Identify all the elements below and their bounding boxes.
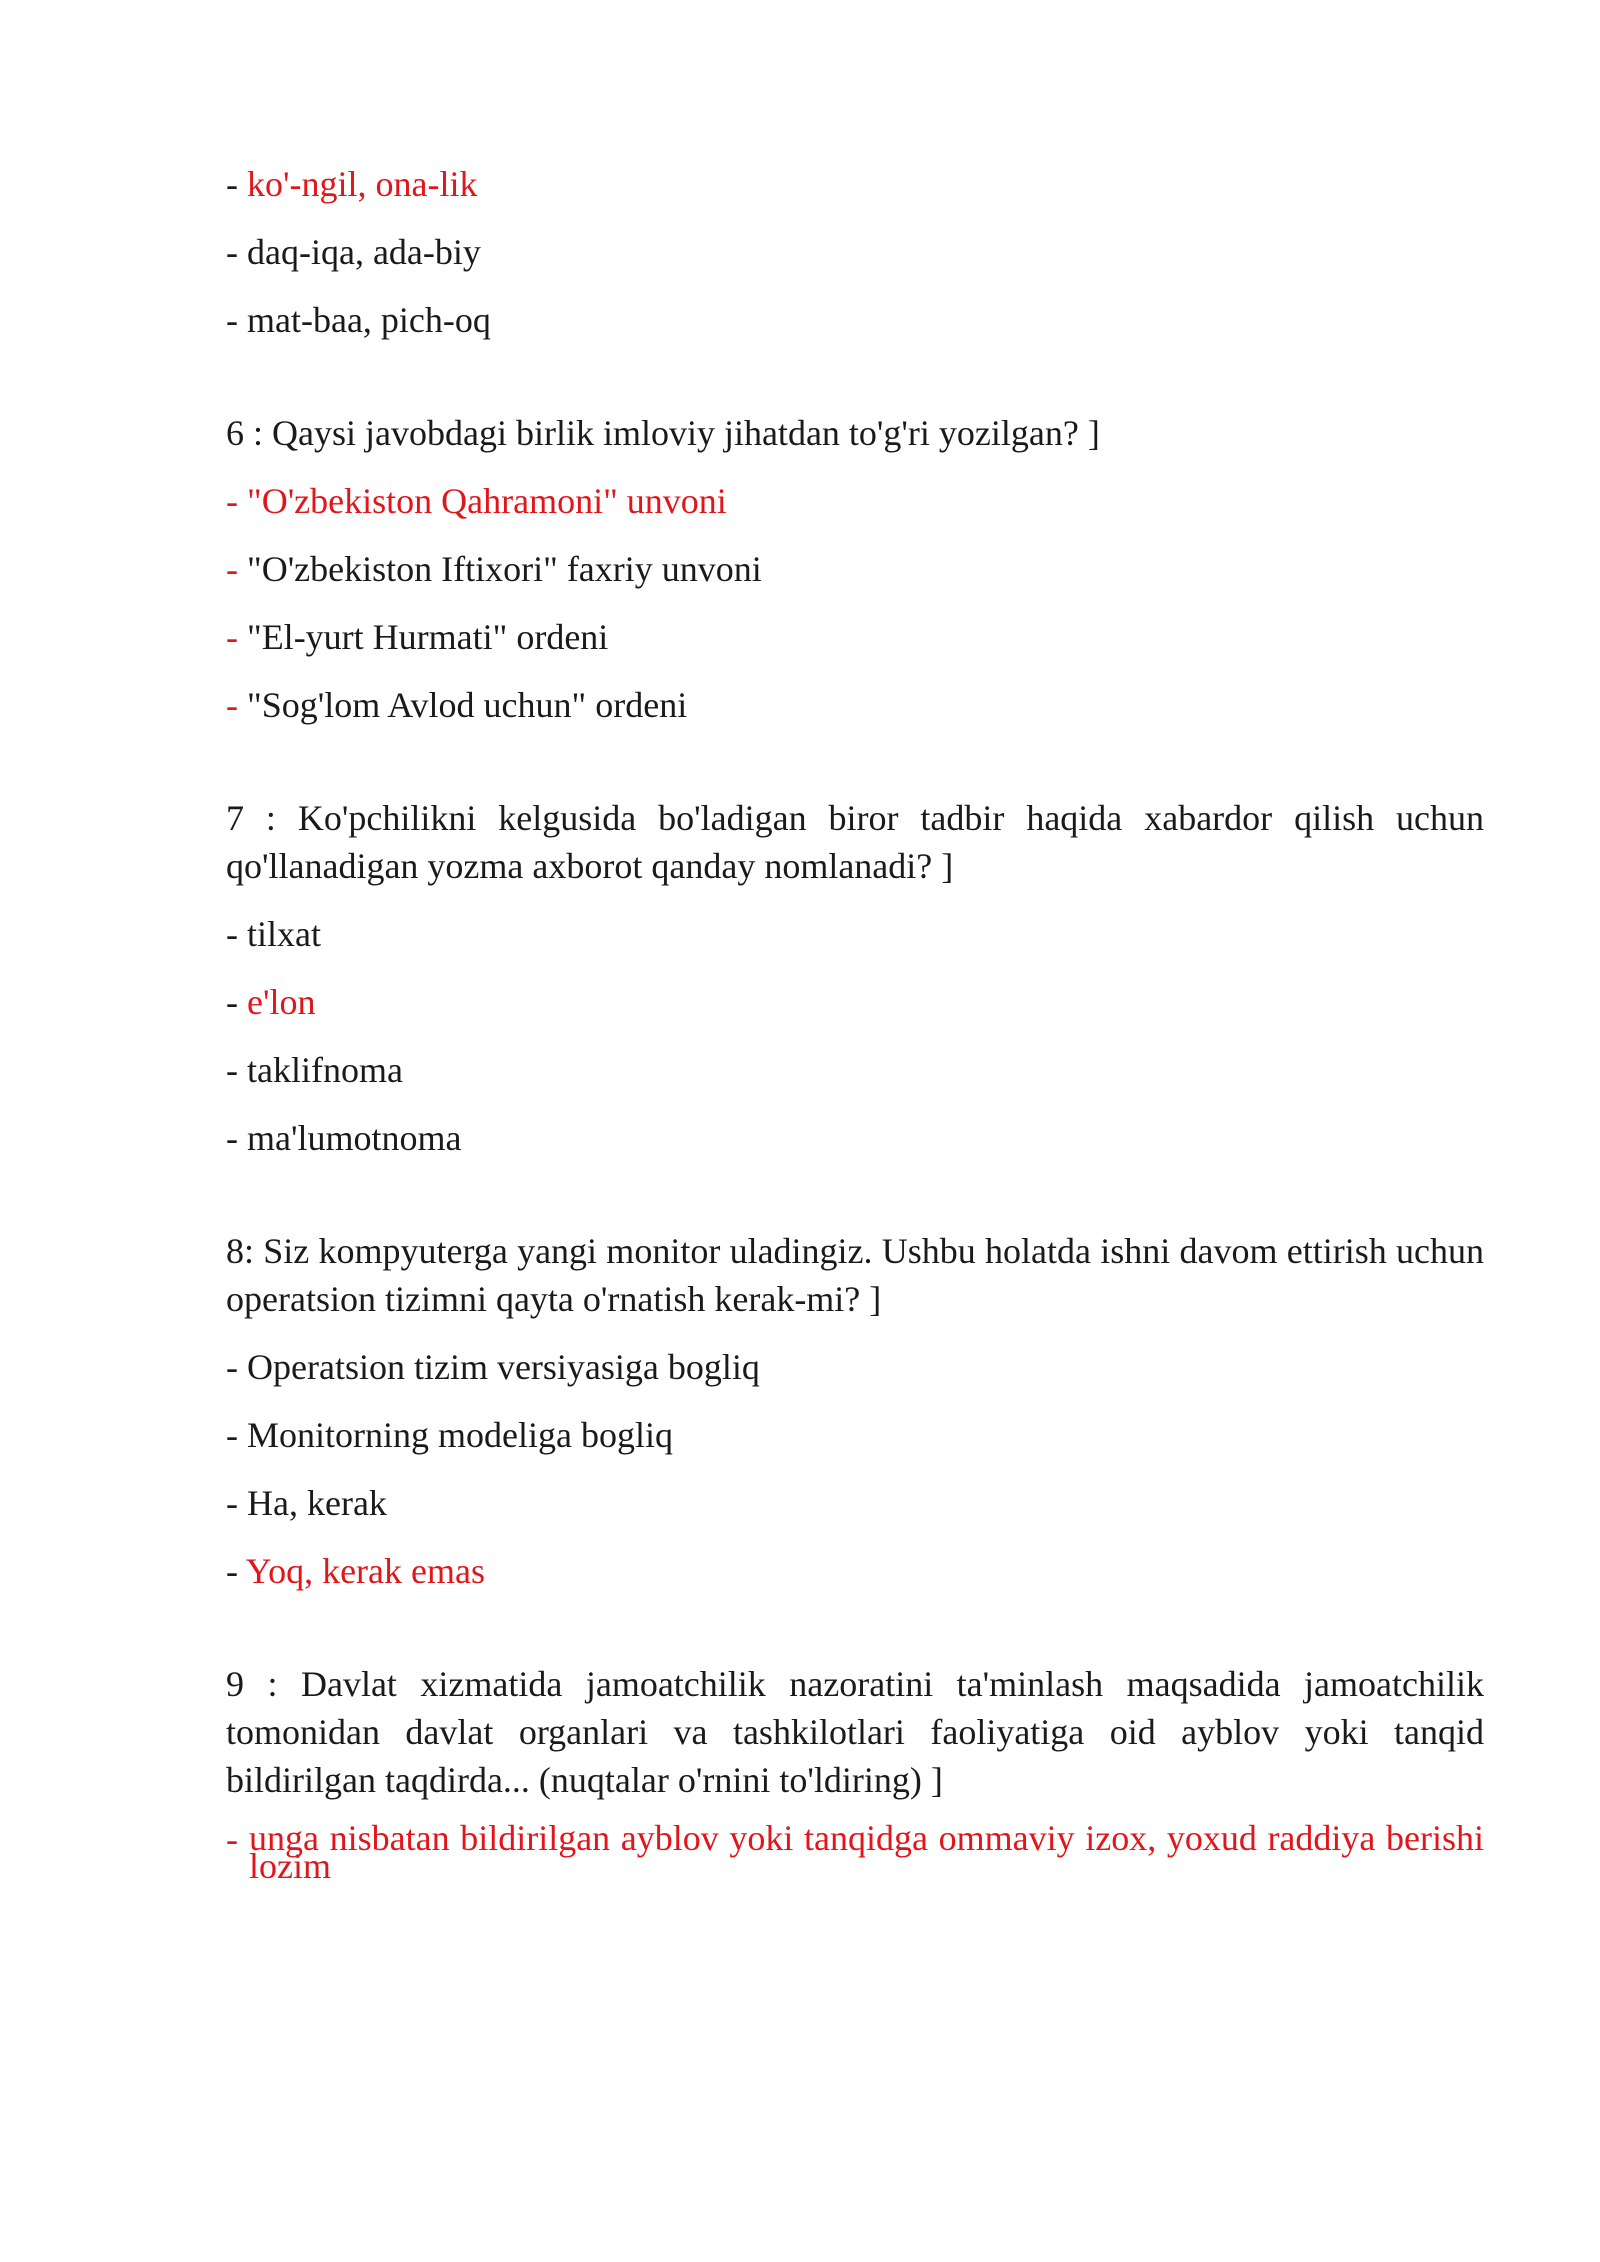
question-text: 8: Siz kompyuterga yangi monitor uladingiz. Ushbu holatda ishni davom ettirish uchun operatsion tizimni qayta o'rnatish kerak-mi? ] — [226, 1231, 1484, 1319]
option-item — [226, 1343, 1484, 1391]
question-7 — [226, 794, 1484, 1162]
option-item — [226, 477, 1484, 525]
option-dash: - — [226, 1551, 238, 1591]
question-9 — [226, 1660, 1484, 1886]
option-dash: - — [226, 1483, 238, 1523]
option-text: Monitorning modeliga bogliq — [247, 1415, 673, 1455]
option-text: taklifnoma — [247, 1050, 403, 1090]
option-dash: - — [226, 232, 238, 272]
option-item — [226, 681, 1484, 729]
option-item — [226, 1818, 1484, 1886]
option-text: "Sog'lom Avlod uchun" ordeni — [247, 685, 688, 725]
option-item — [226, 910, 1484, 958]
option-dash: - — [226, 617, 238, 657]
option-text-correct: "O'zbekiston Qahramoni" unvoni — [247, 481, 727, 521]
option-text-correct: Yoq, kerak emas — [245, 1551, 485, 1591]
option-dash: - — [226, 1415, 238, 1455]
document-page — [226, 160, 1484, 1886]
option-item — [226, 545, 1484, 593]
option-text: "El-yurt Hurmati" ordeni — [247, 617, 609, 657]
option-text: Ha, kerak — [247, 1483, 387, 1523]
option-text: ma'lumotnoma — [247, 1118, 462, 1158]
option-text: Operatsion tizim versiyasiga bogliq — [247, 1347, 760, 1387]
option-item — [226, 1547, 1484, 1595]
option-item — [226, 978, 1484, 1026]
option-dash: - — [226, 1347, 238, 1387]
question-8 — [226, 1227, 1484, 1595]
option-dash: - — [226, 1819, 238, 1859]
option-dash: - — [226, 164, 238, 204]
option-item — [226, 228, 1484, 276]
question-text: 6 : Qaysi javobdagi birlik imloviy jihatdan to'g'ri yozilgan? ] — [226, 413, 1100, 453]
option-text: mat-baa, pich-oq — [247, 300, 491, 340]
option-dash: - — [226, 1118, 238, 1158]
option-text: tilxat — [247, 914, 321, 954]
option-text: "O'zbekiston Iftixori" faxriy unvoni — [247, 549, 762, 589]
option-item — [226, 1046, 1484, 1094]
option-dash: - — [226, 481, 238, 521]
option-text-correct: ko'-ngil, ona-lik — [247, 164, 478, 204]
continued-options — [226, 160, 1484, 344]
option-dash: - — [226, 914, 238, 954]
option-text: daq-iqa, ada-biy — [247, 232, 481, 272]
option-item — [226, 1114, 1484, 1162]
option-text-correct: unga nisbatan bildirilgan ayblov yoki tanqidga ommaviy izox, yoxud raddiya berishi lozim — [249, 1818, 1484, 1886]
option-dash: - — [226, 549, 238, 589]
option-item — [226, 1411, 1484, 1459]
option-item — [226, 1479, 1484, 1527]
question-6 — [226, 409, 1484, 729]
option-item — [226, 613, 1484, 661]
option-dash: - — [226, 982, 238, 1022]
option-text-correct: e'lon — [247, 982, 316, 1022]
option-dash: - — [226, 685, 238, 725]
question-text: 7 : Ko'pchilikni kelgusida bo'ladigan biror tadbir haqida xabardor qilish uchun qo'llanadigan yozma axborot qanday nomlanadi? ] — [226, 798, 1484, 886]
option-dash: - — [226, 300, 238, 340]
option-item — [226, 160, 1484, 208]
option-item — [226, 296, 1484, 344]
option-dash: - — [226, 1050, 238, 1090]
question-text: 9 : Davlat xizmatida jamoatchilik nazoratini ta'minlash maqsadida jamoatchilik tomonidan davlat organlari va tashkilotlari faoliyatiga oid ayblov yoki tanqid bildirilgan taqdirda... (nuqtalar o'rnini to'ldiring) ] — [226, 1664, 1484, 1800]
